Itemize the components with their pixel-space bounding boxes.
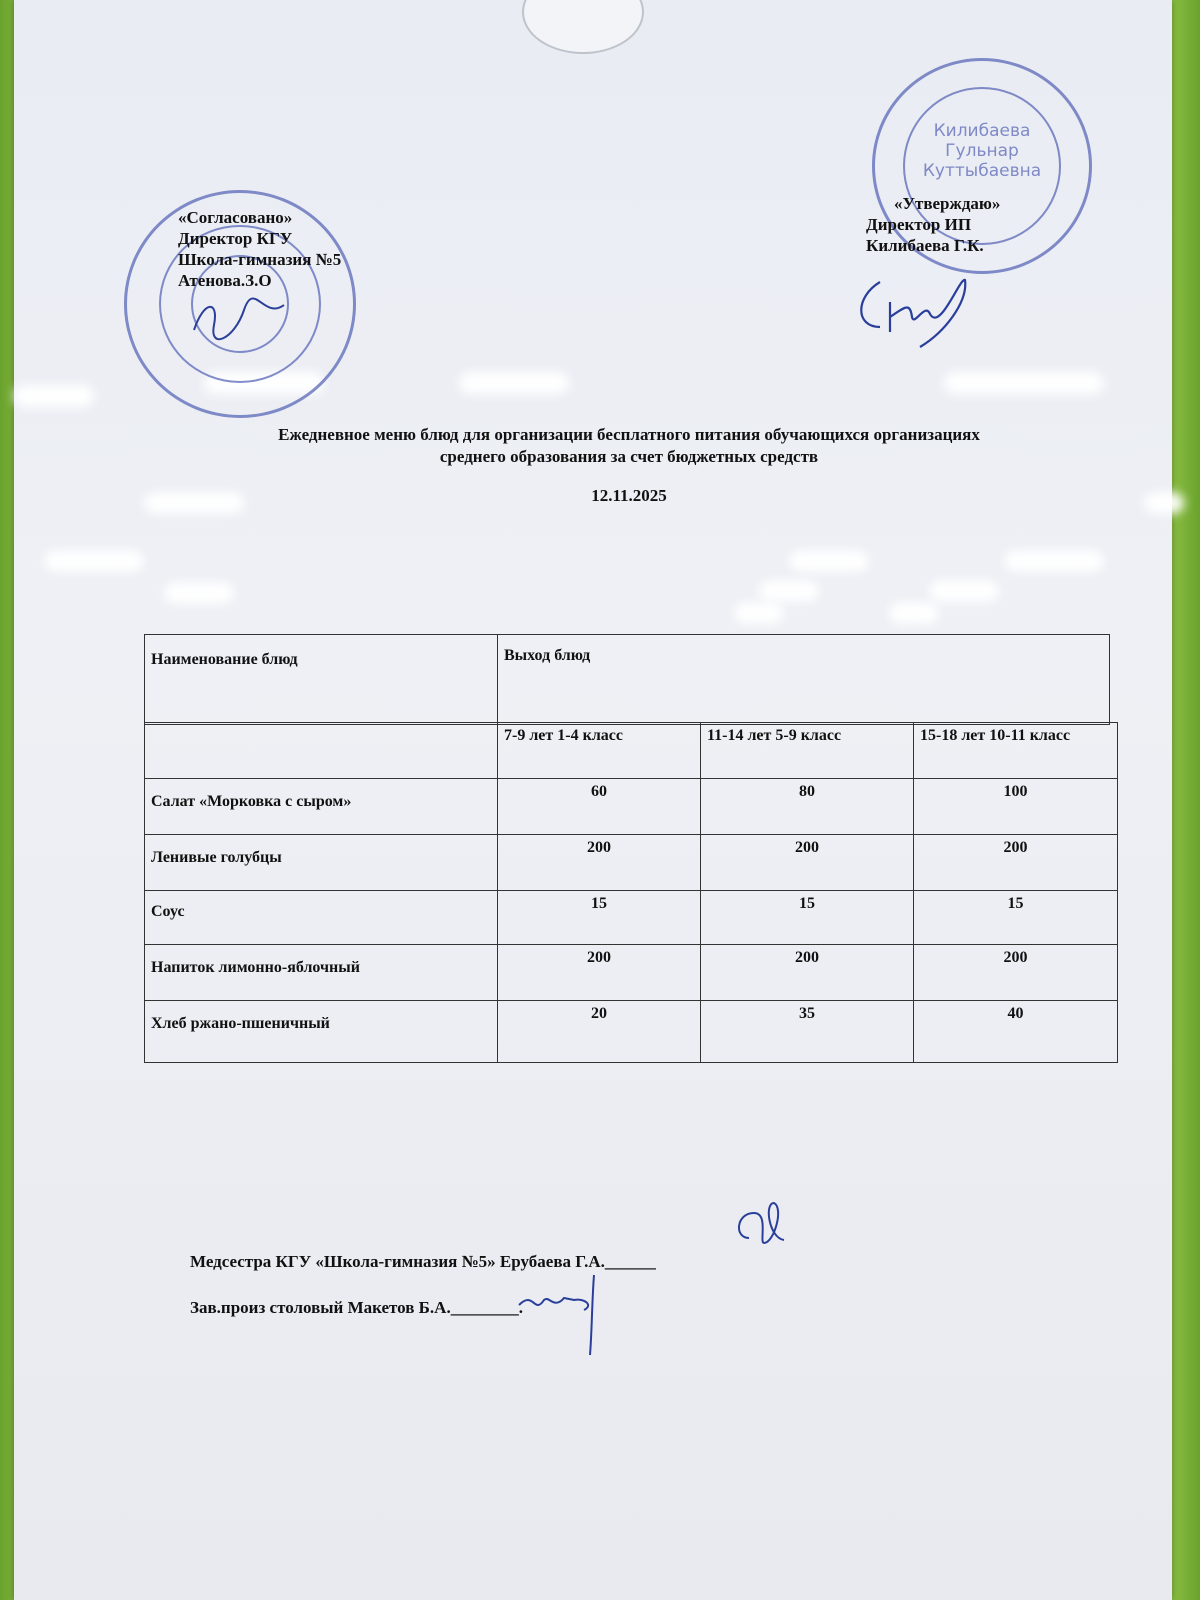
header-dish: Наименование блюд <box>145 635 498 725</box>
dish-name: Напиток лимонно-яблочный <box>145 945 498 1001</box>
menu-table-header <box>144 634 1110 725</box>
header-output: Выход блюд <box>498 635 1110 725</box>
agreed-name: Атенова.З.О <box>178 271 272 290</box>
empty-cell <box>145 723 498 779</box>
table-row <box>145 835 1118 891</box>
approved-position: Директор ИП <box>866 215 972 234</box>
value-cell: 35 <box>701 1001 914 1063</box>
light-reflection <box>164 582 234 604</box>
value-cell: 200 <box>498 835 701 891</box>
age-group-1: 7-9 лет 1-4 класс <box>498 723 701 779</box>
light-reflection <box>44 550 144 572</box>
document-date: 12.11.2025 <box>591 486 667 505</box>
value-cell: 200 <box>701 945 914 1001</box>
light-reflection <box>759 580 819 602</box>
agreed-position: Директор КГУ <box>178 229 293 248</box>
value-cell: 15 <box>498 891 701 945</box>
light-reflection <box>889 602 939 624</box>
light-reflection <box>14 385 94 407</box>
table-row <box>145 945 1118 1001</box>
document-title <box>154 424 1104 468</box>
value-cell: 15 <box>701 891 914 945</box>
light-reflection <box>459 372 569 394</box>
table-row <box>145 779 1118 835</box>
dish-name: Салат «Морковка с сыром» <box>145 779 498 835</box>
document-sheet <box>14 0 1172 1600</box>
punch-hole <box>522 0 644 54</box>
menu-table <box>144 722 1118 1063</box>
stamp-line: Куттыбаевна <box>922 161 1042 181</box>
left-signature <box>184 290 294 350</box>
age-group-row <box>145 723 1118 779</box>
approved-label: «Утверждаю» <box>894 194 1001 213</box>
light-reflection <box>1144 492 1184 514</box>
light-reflection <box>789 550 869 572</box>
light-reflection <box>1004 550 1104 572</box>
dish-name: Хлеб ржано-пшеничный <box>145 1001 498 1063</box>
dish-name: Соус <box>145 891 498 945</box>
light-reflection <box>734 602 784 624</box>
light-reflection <box>929 580 999 602</box>
nurse-signature <box>714 1198 794 1258</box>
value-cell: 40 <box>914 1001 1118 1063</box>
agreed-organization: Школа-гимназия №5 <box>178 250 342 269</box>
agreed-block <box>178 207 341 291</box>
value-cell: 60 <box>498 779 701 835</box>
value-cell: 15 <box>914 891 1118 945</box>
right-signature <box>850 272 980 352</box>
table-row <box>145 1001 1118 1063</box>
stamp-line: Гульнар <box>945 141 1019 161</box>
table-row <box>145 891 1118 945</box>
title-line-2: среднего образования за счет бюджетных средств <box>439 447 819 466</box>
light-reflection <box>944 372 1104 394</box>
value-cell: 200 <box>701 835 914 891</box>
value-cell: 200 <box>498 945 701 1001</box>
age-group-2: 11-14 лет 5-9 класс <box>701 723 914 779</box>
age-group-3: 15-18 лет 10-11 класс <box>914 723 1118 779</box>
value-cell: 200 <box>914 945 1118 1001</box>
approved-name: Килибаева Г.К. <box>866 236 984 255</box>
value-cell: 80 <box>701 779 914 835</box>
dish-name: Ленивые голубцы <box>145 835 498 891</box>
nurse-signature-line: Медсестра КГУ «Школа-гимназия №5» Ерубаева Г.А.______ <box>190 1252 656 1271</box>
value-cell: 20 <box>498 1001 701 1063</box>
canteen-signature <box>514 1270 624 1360</box>
approved-block <box>866 193 1000 256</box>
value-cell: 100 <box>914 779 1118 835</box>
canteen-signature-line: Зав.произ столовый Макетов Б.А.________. <box>190 1298 523 1317</box>
title-line-1: Ежедневное меню блюд для организации бесплатного питания обучающихся организациях <box>278 425 980 444</box>
value-cell: 200 <box>914 835 1118 891</box>
stamp-line: Килибаева <box>933 121 1031 141</box>
agreed-label: «Согласовано» <box>178 208 293 227</box>
